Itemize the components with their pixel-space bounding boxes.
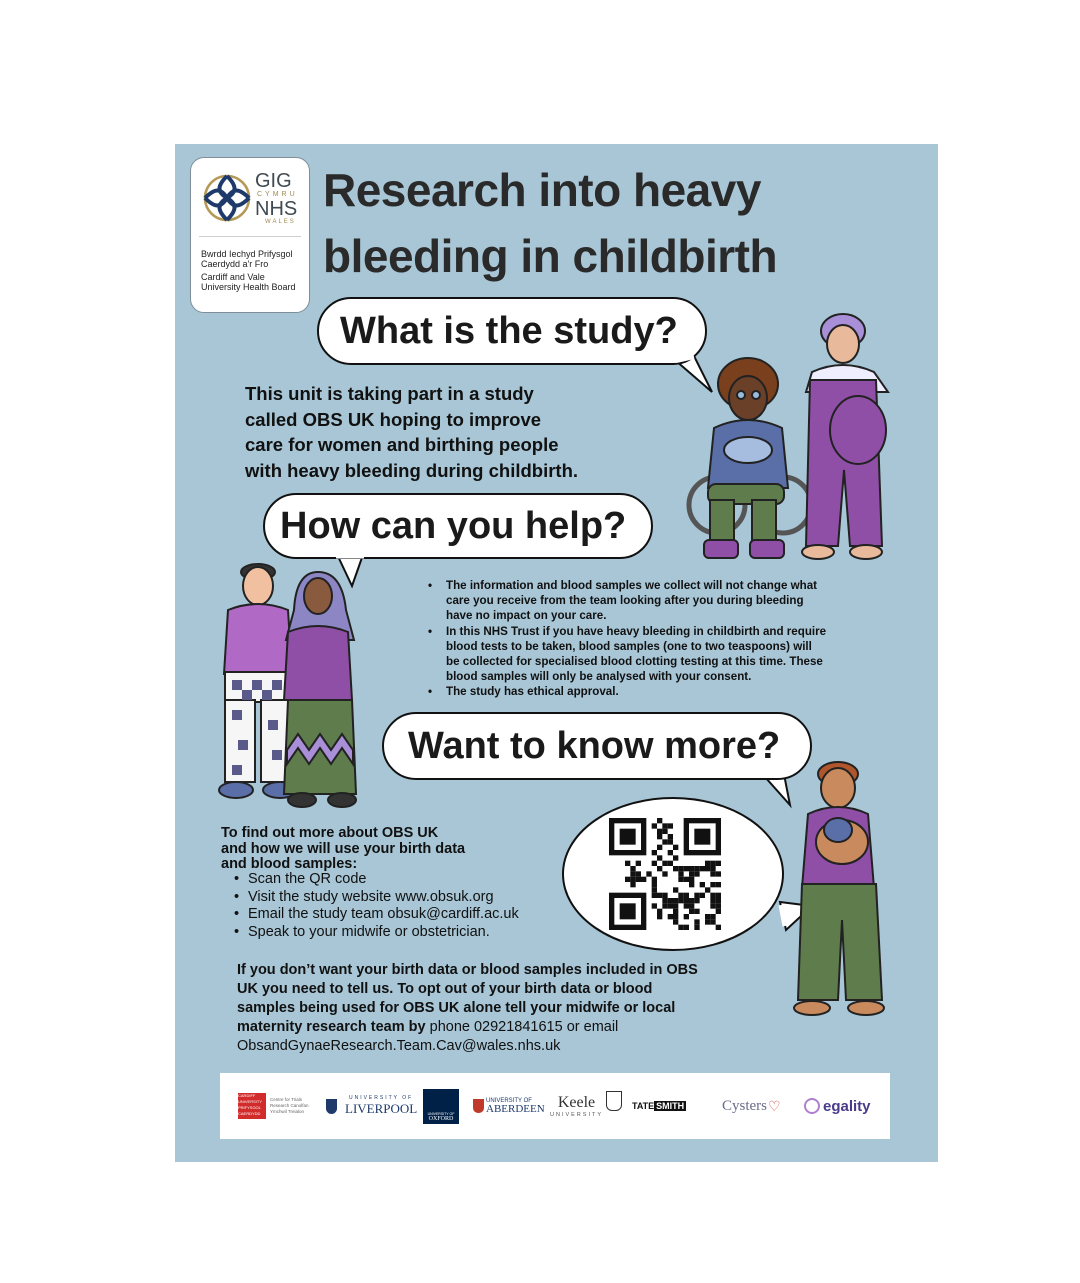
help-bullet-line: • In this NHS Trust if you have heavy bleeding in childbirth and require (446, 624, 827, 638)
optout-line-bold: maternity research team by (237, 1019, 430, 1035)
study-line: called OBS UK hoping to improve (245, 408, 542, 430)
logo-line-2: Caerdydd a'r Fro (201, 259, 269, 269)
oxford-top-label: UNIVERSITY OF (427, 1111, 455, 1116)
illustration-woman-with-baby (794, 762, 884, 1015)
logo-line-3: Cardiff and Vale (201, 272, 265, 282)
more-item-website[interactable]: • Visit the study website www.obsuk.org (234, 889, 519, 907)
help-bullet-line: blood samples will only be analysed with your consent. (446, 670, 752, 684)
illustration-pregnant-woman (802, 314, 888, 559)
illustration-hijab-woman (284, 572, 356, 807)
cysters-label: Cysters (722, 1097, 767, 1114)
logo-line-1: Bwrdd Iechyd Prifysgol (201, 249, 293, 259)
aberdeen-top-label: UNIVERSITY OF (486, 1097, 532, 1104)
more-item-email[interactable]: • Email the study team obsuk@cardiff.ac.uk (234, 906, 519, 924)
oxford-label: OXFORD (428, 1115, 454, 1122)
help-bullet-line: have no impact on your care. (446, 609, 607, 623)
logo-keele (550, 1073, 622, 1139)
logo-cardiff-university (238, 1073, 314, 1139)
logo-line-4: University Health Board (201, 282, 296, 292)
heading-how-can-you-help: How can you help? (280, 505, 627, 547)
study-line: This unit is taking part in a study (245, 383, 534, 404)
tate-label: TATE (632, 1101, 655, 1111)
keele-shield-icon (606, 1091, 622, 1111)
help-bullet-line: • The information and blood samples we collect will not change what (446, 579, 818, 592)
help-bullet-line: blood tests to be taken, blood samples (one to two teaspoons) will (446, 639, 812, 653)
liverpool-label: LIVERPOOL (345, 1101, 418, 1116)
optout-line: If you don’t want your birth data or blood samples included in OBS (237, 962, 698, 978)
liverpool-top-label: UNIVERSITY OF (348, 1095, 414, 1101)
optout-phone[interactable]: phone 02921841615 or email (429, 1019, 619, 1035)
optout-email[interactable]: ObsandGynaeResearch.Team.Cav@wales.nhs.uk (237, 1038, 561, 1054)
liverpool-shield-icon (326, 1099, 337, 1114)
partner-logo-strip (220, 1073, 890, 1139)
logo-nhs: NHS (255, 198, 298, 220)
aberdeen-crest-icon (473, 1099, 484, 1113)
logo-aberdeen (473, 1073, 545, 1139)
optout-line: UK you need to tell us. To opt out of your birth data or blood (237, 981, 653, 997)
more-item-qr: • Scan the QR code (234, 871, 519, 889)
cardiff-sub-label: Centre for Trials Research Canolfan Ymchwil Treialon (270, 1097, 309, 1114)
egality-circle-icon (804, 1098, 820, 1114)
aberdeen-label: ABERDEEN (486, 1102, 545, 1115)
logo-cysters (722, 1073, 781, 1139)
smith-label: SMITH (656, 1101, 685, 1111)
heading-what-is-study: What is the study? (340, 310, 678, 352)
egality-label: egality (823, 1097, 871, 1115)
help-bullet-line: care you receive from the team looking after you during bleeding (446, 594, 804, 608)
study-line: with heavy bleeding during childbirth. (245, 459, 579, 481)
more-intro-line: To find out more about OBS UK (221, 825, 439, 841)
more-intro-line: and blood samples: (221, 856, 358, 872)
cardiff-crest-label: CARDIFF UNIVERSITY PRIFYSGOL CAERDYDD (238, 1093, 266, 1119)
title-line-1: Research into heavy (323, 164, 761, 216)
title-line-2: bleeding in childbirth (323, 230, 778, 282)
logo-wales: WALES (265, 219, 296, 225)
keele-sub-label: UNIVERSITY (550, 1112, 604, 1118)
illustration-wheelchair-woman (689, 358, 811, 558)
logo-tate-smith (632, 1073, 686, 1139)
logo-gig: GIG (255, 170, 292, 192)
help-bullet-line: • The study has ethical approval. (446, 685, 619, 699)
optout-line: samples being used for OBS UK alone tell your midwife or local (237, 1000, 676, 1016)
keele-label: Keele (557, 1094, 596, 1111)
cysters-heart-icon: ♡ (768, 1097, 781, 1114)
logo-egality (804, 1073, 871, 1139)
more-intro-line: and how we will use your birth data (221, 840, 466, 857)
logo-oxford (423, 1073, 459, 1139)
more-item-midwife: • Speak to your midwife or obstetrician. (234, 924, 519, 942)
help-bullet-line: be collected for specialised blood clotting testing at this time. These (446, 655, 823, 669)
logo-liverpool (326, 1073, 417, 1139)
study-line: care for women and birthing people (245, 434, 559, 455)
logo-cymru: CYMRU (257, 191, 298, 198)
heading-want-to-know-more: Want to know more? (408, 725, 781, 767)
